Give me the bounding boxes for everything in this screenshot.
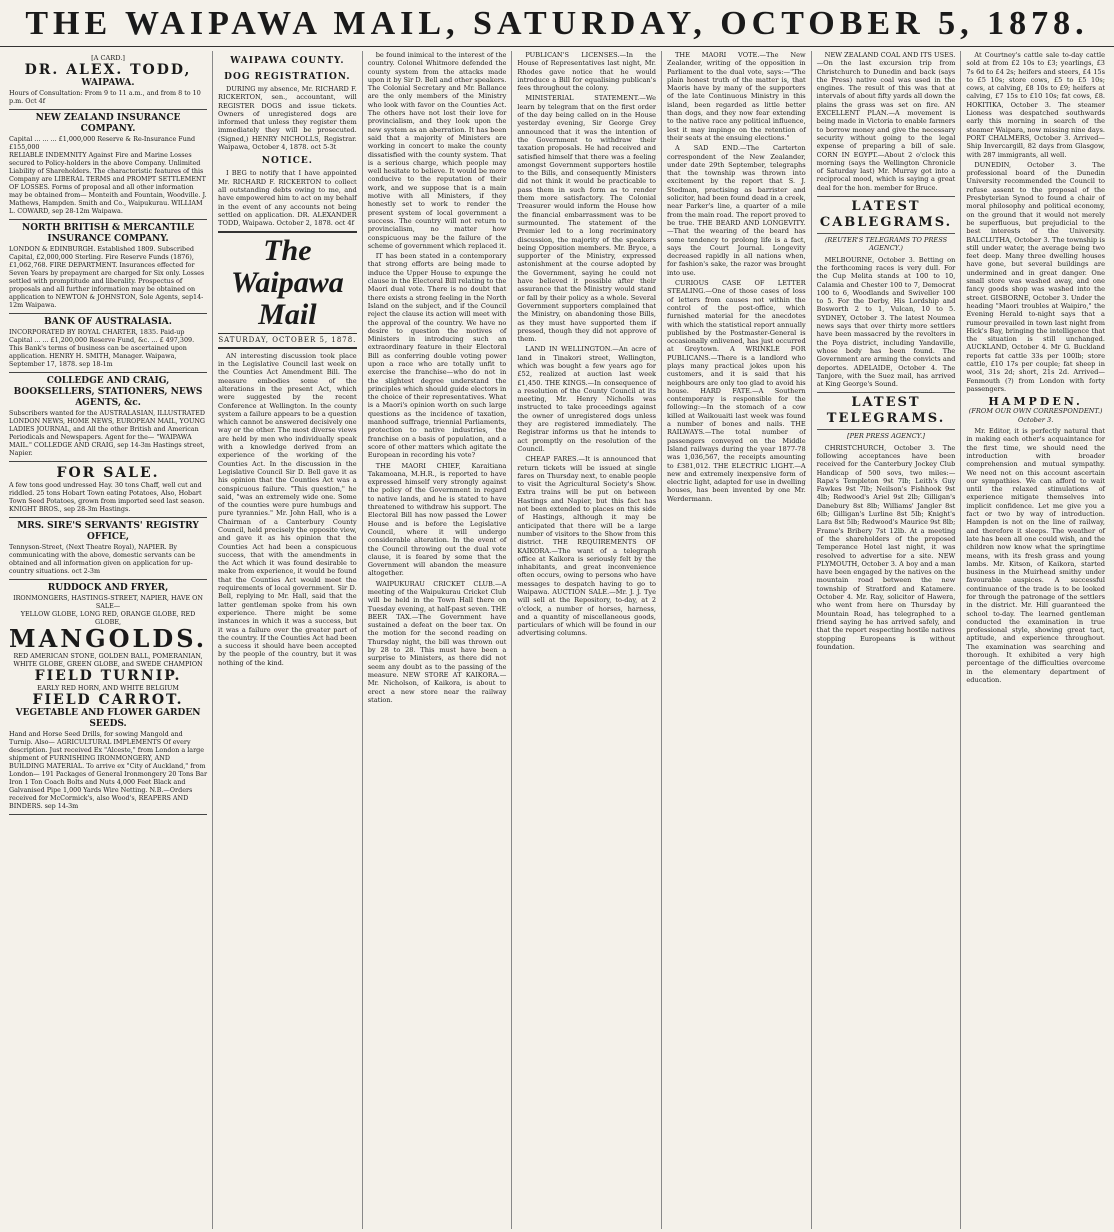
ad-craig-title: COLLEDGE AND CRAIG, BOOKSELLERS, STATIONERS, NEWS AGENTS, &c. <box>13 376 203 409</box>
ad-veg: VEGETABLE AND FLOWER GARDEN SEEDS. <box>15 708 201 730</box>
article-5-2: A SAD END.—The Carterton correspondent of the New Zealander, under date 29th September, telegraphs that the township was thrown into excitement by the report that S. J. Stedman, practising as barrister and solicitor, had been found dead in a creek, near Parker's line, a quarter of a mile from the main road. The report proved to be true. THE BEARD AND LONGEVITY.—That the wearing of the beard has some tendency to prolong life is a fact, says the Court Journal. Longevity decreased rapidly in all nations when, for fashion's sake, the razor was brought into use. <box>667 144 806 277</box>
ad-rudd-list: YELLOW GLOBE, LONG RED, ORANGE GLOBE, RED GLOBE, <box>20 610 196 627</box>
nameplate: The Waipawa Mail <box>218 231 357 334</box>
ad-sire-title: MRS. SIRE'S SERVANTS' REGISTRY OFFICE, <box>17 521 199 543</box>
hampden-sub: (FROM OUR OWN CORRESPONDENT.) October 3. <box>968 407 1103 424</box>
ad-craig-body: Subscribers wanted for the AUSTRALASIAN, ILLUSTRATED LONDON NEWS, HOME NEWS, EUROPEAN MAIL, YOUNG LADIES JOURNAL, and All the other British and American Periodicals and Newspapers. Agent for the— "WAIPAWA MAIL." COLLEDGE AND CRAIG, sep 14-3m Hastings street, Napier. <box>9 409 206 458</box>
hampden-body: Mr. Editor, it is perfectly natural that in making each other's acquaintance for the first time, we should need the introduction with broader comprehension and mutual sympathy. We need not on this account ascertain our sympathies. We can afford to wait until the relaxed stimulations of experience mitigate themselves into implicit confidence. Let me give you a fact or two by way of introduction. Hampden is not on the line of railway, and therefore it sleeps. The weather of late has been all one could wish, and the children now know what the springtime means, with its fresh grass and young lambs. Mr. Kitson, of Kaikora, started business in the Muirhead smithy under favourable auspices. A successful continuance of the trade is to be looked for through the patronage of the settlers in the district. Mr. Hill guaranteed the school to-day. The learned gentleman conducted the examination in true professional style, showing great tact, aptitude, and experience throughout. The examination was searching and thorough. It exhibited a very high percentage of the difficulties overcome in the elementary department of education. <box>966 427 1105 684</box>
article-4-2: MINISTERIAL STATEMENT.—We learn by telegram that on the first order of the day being called on in the House yesterday evening, Sir George Grey announced that it was the intention of the Government to withdraw their taxation proposals. He had received and satisfied himself that there was a feeling amongst Government supporters hostile to the Bills, and consequently Ministers did not think it would be practicable to pass them in such form as to render them more satisfactory. The Colonial Treasurer would inform the House how the financial embarrassment was to be surmounted. The statement of the Premier led to a long recriminatory discussion, the majority of the speakers being Opposition members. Mr. Bryce, a supporter of the Ministry, expressed astonishment at the course adopted by the Government, saying he could not have believed it possible after their assurance that the Ministry would stand or fall by their policy as a whole. Several Government supporters complained that the Ministry, on abandoning those Bills, as they must have supported them if pressed, though they did not approve of them. <box>517 94 657 344</box>
article-6-1: NEW ZEALAND COAL AND ITS USES.—On the last excursion trip from Christchurch to Dunedin and back (says the Press) native coal was used in the engines. The result of this was that at intervals of about fifty yards all down the plains the grass was set on fire. AN EXCELLENT PLAN.—A movement is being made in Victoria to enable farmers to borrow money and give the necessary security without going to the legal expense of preparing a bill of sale. CORN IN EGYPT.—About 2 o'clock this morning (says the Wellington Chronicle of Saturday last) Mr. Murray got into a reciprocal mood, which is saying a great deal for the hon. member for Bruce. <box>816 51 956 192</box>
ad-todd-town: WAIPAWA. <box>81 78 135 89</box>
ad-nz-title: NEW ZEALAND INSURANCE COMPANY. <box>35 113 181 135</box>
ad-carrot-pre: EARLY RED HORN, AND WHITE BELGIUM <box>37 684 179 693</box>
ad-north-british <box>9 220 207 314</box>
latest-telegrams-body: CHRISTCHURCH, October 3. The following acceptances have been received for the Canterbury Jockey Club Handicap of 500 sovs, two miles:—Rapa's Templeton 9st 7lb; Leith's Guy Fawkes 9st 7lb; Neilson's Fishhook 9st 4lb; Redwood's Ariel 9st 2lb; Gilligan's Danebury 8st 8lb; Williams' Jangler 8st 6lb; Gilligan's Lurline 8st 5lb; Knight's Lara 8st 5lb; Redwood's Maurice 9st 8lb; Frame's Bribery 7st 12lb. At a meeting of the shareholders of the proposed Temperance Hotel last night, it was resolved to advertise for a site. NEW PLYMOUTH, October 3. A boy and a man have been engaged by the natives on the mountain road between the new township of Stratford and Katamere. October 4. Mr. Ray, solicitor of Hawera, who went from here on Thursday by Mountain Road, has telegraphed to a friend saying he has arrived safely, and that the report respecting hostile natives stopping Europeans is without foundation. <box>816 443 956 651</box>
ad-todd-card: [A CARD.] <box>91 54 125 62</box>
leader-article: AN interesting discussion took place in the Legislative Council last week on the Counties Act Amendment Bill. The measure embodies some of the alterations in the present Act, which were suggested by the recent Conference at Wellington. In the county system a failure appears to be a question which cannot be answered decisively one way or the other. The most diverse views are held by men who individually speak with a knowledge derived from an experience of the working of the Counties Act. In the discussion in the Legislative Council Sir D. Bell gave it as his opinion that the Counties Act was a conspicuous failure. "This question," he said, "was an extremely wide one. Some of the counties were pure humbugs and pure tyrannies." Mr. John Hall, who is a Chairman of a Canterbury County Council, held precisely the opposite view, and gave it as his opinion that the Counties Act had been a conspicuous success, that with the amendments in the Act which it was found desirable to make from experience, it would be found that the Counties Act would meet the requirements of local government. Sir D. Bell, replying to Mr. Hall, said that the latter gentleman spoke from his own experience. There might be some instances in which it was a success, but it was a failure over the greater part of the country. If the Counties Act had been a success it should have been accepted by the people of the country, but it was nothing of the kind. <box>218 351 357 667</box>
county-title: WAIPAWA COUNTY. <box>230 56 345 66</box>
latest-cablegrams-title: LATEST CABLEGRAMS. <box>817 196 956 234</box>
ad-sire-registry <box>9 518 207 580</box>
ad-sale-title: FOR SALE. <box>56 465 160 482</box>
ad-for-sale <box>9 462 207 518</box>
dog-title: DOG REGISTRATION. <box>224 72 351 82</box>
ad-bank-title: BANK OF AUSTRALASIA. <box>44 317 172 328</box>
ad-mangolds: MANGOLDS. <box>9 624 208 654</box>
article-4-1: PUBLICAN'S LICENSES.—In the House of Representatives last night, Mr. Rhodes gave notice that he would introduce a Bill for equalising publican's fees throughout the colony. <box>517 51 657 93</box>
ad-rudd-title: RUDDOCK AND FRYER, <box>47 583 169 594</box>
column-7 <box>961 51 1110 1229</box>
article-5-3: CURIOUS CASE OF LETTER STEALING.—One of those cases of loss of letters from causes not within the control of the post-office, which furnished material for the anecdotes with which the statistical report annually published by the Postmaster-General is occasionally enlivened, has just occurred at Greytown. A WRINKLE FOR PUBLICANS.—There is a landlord who plays many practical jokes upon his customers, and it is said that his neighbours are only too glad to avoid his house. HARD FATE.—A Southern contemporary is responsible for the following:—In the stomach of a cow killed at Waikouaiti last week was found a number of bones and nails. THE RAILWAYS.—The total number of passengers conveyed on the Middle Island railways during the year 1877-78 was 1,036,567, the receipts amounting to £381,012. THE ELECTRIC LIGHT.—A new and extremely inexpensive form of electric light, adapted for use in dwelling houses, has been invented by one Mr. Werdermann. <box>667 279 806 503</box>
column-6 <box>812 51 962 1229</box>
ad-todd-name: DR. ALEX. TODD, <box>24 62 192 79</box>
ad-todd-hours: Hours of Consultation: From 9 to 11 a.m., and from 8 to 10 p.m. Oct 4f <box>9 89 201 106</box>
notice-body: I BEG to notify that I have appointed Mr. RICHARD F. RICKERTON to collect all outstanding debts owing to me, and have empowered him to act on my behalf in the event of any accounts not being settled on application. DR. ALEXANDER TODD, Waipawa. October 2, 1878. oct 4f <box>218 169 357 228</box>
ad-nbm-title: NORTH BRITISH & MERCANTILE INSURANCE COMPANY. <box>21 223 195 245</box>
ad-carrot: FIELD CARROT. <box>32 692 184 709</box>
notice-title: NOTICE. <box>261 156 313 167</box>
ad-nz-body: RELIABLE INDEMNITY Against Fire and Marine Losses secured to Policy-holders in the above Company. Unlimited Liability of Shareholders. The characteristic features of this Company are LIBERAL TERMS and PROMPT SETTLEMENT OF LOSSES. Forms of proposal and all other information may be obtained from— Monteith and Fountain, Woodville. J. Mathews, Hampden. Smith and Co., Waipukurau. WILLIAM L. COWARD, sep 28-12m Waipawa. <box>9 151 207 216</box>
article-5-1: THE MAORI VOTE.—The New Zealander, writing of the opposition in Parliament to the dual vote, says:—"The plain honest truth of the matter is, that Maoris have by many of the supporters of the late Continuous Ministry in this island, been regarded as little better than dogs, and they now fear extending to the native race any political influence, lest it may impinge on the retention of their seats at the ensuing elections." <box>667 51 806 142</box>
ad-colledge-craig <box>9 373 207 462</box>
columns <box>0 47 1114 1229</box>
ad-ruddock-fryer <box>9 580 207 815</box>
article-7-1: At Courtney's cattle sale to-day cattle sold at from £2 10s to £3; yearlings, £3 7s 6d to £4 2s; heifers and steers, £4 15s to £5 10s; store cows, £5 to £5 10s; cows, at calving, £8 10s to £9; heifers at calving, £7 15s to £10 10s; fat cows, £8. HOKITIKA, October 3. The steamer Lioness was despatched southwards early this morning in search of the steamer Waipara, now missing nine days. PORT CHALMERS, October 3. Arrived—Ship Invercargill, 82 days from Glasgow, with 287 immigrants, all well. <box>966 51 1105 159</box>
ad-todd <box>9 51 207 110</box>
ad-nz-insurance <box>9 110 207 220</box>
article-3-4: WAIPUKURAU CRICKET CLUB.—A meeting of the Waipukurau Cricket Club will be held in the Town Hall there on Tuesday evening, at half-past seven. THE BEER TAX.—The Government have sustained a defeat on the beer tax. On the motion for the second reading on Thursday night, the bill was thrown out by 28 to 28. This must have been a surprise to Ministers, as there did not seem any doubt as to the passing of the measure. NEW STORE AT KAIKORA.—Mr. Nicholson, of Kaikora, is about to erect a new store near the railway station. <box>367 579 507 704</box>
article-3-3: THE MAORI CHIEF, Karaitiana Takamoana, M.H.R., is reported to have expressed himself very strongly against the policy of the Government in regard to native lands, and he is stated to have threatened to withdraw his support. The Electoral Bill has now passed the Lower House and is before the Legislative Council, where it will undergo considerable alteration. In the event of the Council throwing out the dual vote clause, it is feared by some that the Government will abandon the measure altogether. <box>367 461 507 578</box>
column-5 <box>662 51 812 1229</box>
ad-bank-body: INCORPORATED BY ROYAL CHARTER, 1835. Paid-up Capital ... ... £1,200,000 Reserve Fund, &c. ... £ 497,309. This Bank's terms of business can be ascertained upon application. HENRY H. SMITH, Manager. Waipawa, September 17, 1878. sep 18-1m <box>9 328 195 369</box>
ad-rudd-sub: IRONMONGERS, HASTINGS-STREET, NAPIER, HAVE ON SALE— <box>13 594 203 611</box>
article-3-1: be found inimical to the interest of the country. Colonel Whitmore defended the county system from the attacks made upon it by Sir D. Bell and other speakers. The Colonial Secretary and Mr. Ballance are the only members of the Ministry who look with favor on the Counties Act. The others have not lost their love for provincialism, and they look upon the new system as an aberration. It has been said that a majority of Ministers are working in concert to make the county dissatisfied with the county system. That is a serious charge, which people may well hesitate to believe. It would be more conducive to the reputation of their work, and we suppose that is a main motive with all Ministers, if they honestly set to work to render the present system of local government a success. The country will not return to provincialism, no matter how conspicuous may be the failure of the scheme of government which replaced it. <box>367 51 507 250</box>
column-1 <box>4 51 213 1229</box>
column-3 <box>363 51 513 1229</box>
latest-cablegrams-sub: (REUTER'S TELEGRAMS TO PRESS AGENCY.) <box>824 236 948 253</box>
ad-rudd-body: Hand and Horse Seed Drills, for sowing Mangold and Turnip. Also— AGRICULTURAL IMPLEMENTS Of every description. Just received Ex "Alceste," from London a large shipment of FURNISHING IRONMONGERY, AND BUILDING MATERIAL. To arrive ex "City of Auckland," from London— 191 Packages of General Ironmongery 20 Tons Bar Iron 1 Ton Coach Bolts and Nuts 4,000 Feet Black and Galvanised Pipe 1,000 Yards Wire Netting. N.B.—Orders received for McCormick's, also Wood's, REAPERS AND BINDERS. sep 14-3m <box>9 730 208 811</box>
masthead: THE WAIPAWA MAIL, SATURDAY, OCTOBER 5, 1878. <box>0 0 1114 47</box>
ad-sire-body: Tennyson-Street, (Next Theatre Royal), NAPIER. By communicating with the above, domestic servants can be obtained and all information given on application for up-country situations. oct 2-3m <box>9 543 196 576</box>
latest-telegrams-title: LATEST TELEGRAMS. <box>817 392 956 430</box>
ad-bank <box>9 314 207 373</box>
dateline: SATURDAY, OCTOBER 5, 1878. <box>218 336 357 348</box>
ad-nbm-body: LONDON & EDINBURGH. Established 1809. Subscribed Capital, £2,000,000 Sterling. Fire Reserve Funds (1876), £1,062,768. FIRE DEPARTMENT. Insurances effected for Seven Years by prepayment are charged for Six only. Losses settled with promptitude and liberality. Prospectus of proposals and all further information may be obtained on application to NEWTON & JOHNSTON, Sole Agents, sep14-12m Waipawa. <box>9 245 205 310</box>
column-2 <box>213 51 363 1229</box>
latest-telegrams-sub: [PER PRESS AGENCY.] <box>847 432 925 441</box>
dog-body: DURING my absence, Mr. RICHARD F. RICKERTON, sen., accountant, will REGISTER DOGS and issue tickets. Owners of unregistered dogs are informed that unless they register them immediately they will be prosecuted. (Signed,) HENRY NICHOLLS, Registrar. Waipawa, October 4, 1878. oct 5-3t <box>218 85 357 152</box>
article-4-3: LAND IN WELLINGTON.—An acre of land in Tinakori street, Wellington, which was bought a few years ago for £52, realized at auction last week £1,450. THE KINGS.—In consequence of a resolution of the County Council at its meeting, Mr. Henry Nicholls was instructed to take proceedings against the owner of unregistered dogs unless they are registered immediately. The Registrar informs us that he intends to act promptly on the resolution of the Council. <box>517 345 657 453</box>
article-4-4: CHEAP FARES.—It is announced that return tickets will be issued at single fares on Thursday next, to enable people to visit the Agricultural Society's Show. Extra trains will be put on between Hastings and Napier, but this fact has not been extended to places on this side of Hastings, although it may be anticipated that there will be a large number of visitors to the Show from this district. THE REQUIREMENTS OF KAIKORA.—The want of a telegraph office at Kaikora is seriously felt by the inhabitants, and great inconvenience often occurs, owing to persons who have messages to despatch having to go to Waipawa. AUCTION SALE.—Mr. J. J. Tye will sell at the Repository, to-day, at 2 o'clock, a number of horses, harness, and a quantity of miscellaneous goods, particulars of which will be found in our advertising columns. <box>517 455 657 638</box>
ad-nz-capital: Capital ... ... ... £1,000,000 Reserve & Re-Insurance Fund £155,000 <box>9 135 196 152</box>
article-7-2: DUNEDIN, October 3. The professional board of the Dunedin University recommended the Council to refuse assent to the proposal of the Presbyterian Synod to found a chair of moral philosophy and political economy, on the ground that it would not merely be superfluous, but prejudicial to the best interests of the University. BALCLUTHA, October 3. The township is still under water, the average being two feet deep. Many three dwelling houses have gone, but several buildings are undermined and in great danger. One small store was washed away, and one fancy goods shop was washed into the street. GISBORNE, October 3. Under the heading "Maori troubles at Waipiro," the Evening Herald to-night says that a rumour prevailed in town last night from Hick's Bay, bringing the intelligence that the situation is still unchanged. AUCKLAND, October 4. Mr G. Buckland reports fat cattle 33s per 100lb; store cattle, £10 17s per couple; fat sheep in wool, 31s 2d; short, 21s 2d. Arrived—Fenmouth (?) from London with forty passengers. <box>966 160 1105 393</box>
column-4 <box>512 51 662 1229</box>
ad-turnip: FIELD TURNIP. <box>34 668 182 685</box>
ad-rudd-list2: RED AMERICAN STONE, GOLDEN BALL, POMERANIAN, WHITE GLOBE, GREEN GLOBE, and SWEDE CHAMPION <box>13 652 203 669</box>
article-3-2: IT has been stated in a contemporary that strong efforts are being made to induce the Upper House to expunge the clause in the Electoral Bill relating to the Maori dual vote. There is no doubt that there exists a strong feeling in the North Island on the subject, and if the Council reject the clause its action will meet with the approval of the country. We have no desire to question the motives of Ministers in introducing such an extraordinary feature in their Electoral Bill as conferring double voting power upon a race who are totally unfit to exercise the franchise—who do not in the slightest degree understand the principles which should guide electors in the choice of their representatives. What is a Maori's opinion worth on such large questions as the incidence of taxation, manhood suffrage, triennial Parliaments, protection to native industries, the franchise on a basis of population, and a score of other matters which agitate the European in recording his vote? <box>367 252 507 460</box>
ad-sale-body: A few tons good undressed Hay. 30 tons Chaff, well cut and riddled. 25 tons Hobart Town eating Potatoes, Also, Hobart Town Seed Potatoes, grown from imported seed last season. KNIGHT BROS., sep 28-3m Hastings. <box>9 481 205 514</box>
hampden-title: HAMPDEN. <box>988 395 1083 409</box>
latest-cablegrams-body: MELBOURNE, October 3. Betting on the forthcoming races is very dull. For the Cup Melita stands at 100 to 10, Calamia and Chester 100 to 7, Democrat 100 to 6, Woodlands and Swiveller 100 to 5. For the Derby, His Lordship and Bosworth 2 to 1, Vulcan, 10 to 5. SYDNEY, October 3. The latest Noumea news says that over thirty more settlers have been massacred by the revolters in the Poya district, including Yandaville, whose body has been found. The Government are arming the convicts and deportes. ADELAIDE, October 4. The Tanjore, with the Suez mail, has arrived at King George's Sound. <box>816 255 956 389</box>
